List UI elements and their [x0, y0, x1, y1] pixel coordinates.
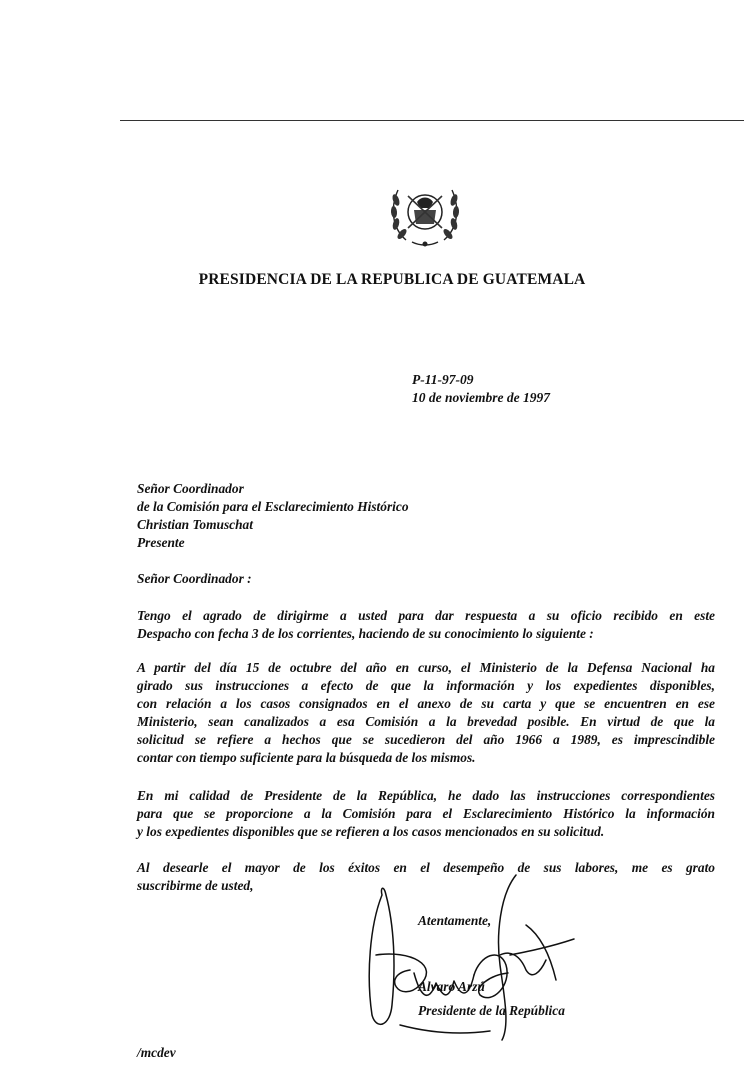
paragraph-1	[137, 607, 715, 643]
paragraph-line: Despacho con fecha 3 de los corrientes, haciendo de su conocimiento lo siguiente :	[137, 626, 594, 641]
closing-regards: Atentamente,	[418, 913, 492, 928]
recipient-line: de la Comisión para el Esclarecimiento Histórico	[137, 499, 409, 514]
reference-number: P-11-97-09	[412, 372, 474, 387]
paragraph-line: Ministerio, sean canalizados a esa Comisión a la brevedad posible. En virtud de que la	[137, 714, 715, 729]
paragraph-line: A partir del día 15 de octubre del año en curso, el Ministerio de la Defensa Nacional ha	[137, 660, 715, 675]
paragraph-line: Tengo el agrado de dirigirme a usted para dar respuesta a su oficio recibido en este	[137, 608, 715, 623]
paragraph-line: Al desearle el mayor de los éxitos en el desempeño de sus labores, me es grato	[137, 860, 715, 875]
recipient-line: Señor Coordinador	[137, 481, 244, 496]
paragraph-2	[137, 659, 715, 767]
typist-initials: /mcdev	[137, 1045, 176, 1060]
signatory-name: Alvaro Arzú	[418, 979, 485, 994]
closing-paragraph	[137, 859, 715, 895]
recipient-line: Presente	[137, 535, 185, 550]
paragraph-line: con relación a los casos consignados en el anexo de su carta y que se encuentren en ese	[137, 696, 715, 711]
signatory-title: Presidente de la República	[418, 1003, 565, 1018]
reference-block	[412, 371, 550, 407]
header-rule	[120, 120, 744, 121]
paragraph-line: solicitud se refiere a hechos que se sucedieron del año 1966 a 1989, es imprescindible	[137, 732, 715, 747]
paragraph-line: En mi calidad de Presidente de la República, he dado las instrucciones correspondientes	[137, 788, 715, 803]
paragraph-line: y los expedientes disponibles que se refieren a los casos mencionados en su solicitud.	[137, 824, 605, 839]
letterhead-title: PRESIDENCIA DE LA REPUBLICA DE GUATEMALA	[198, 271, 586, 288]
recipient-line: Christian Tomuschat	[137, 517, 253, 532]
salutation: Señor Coordinador :	[137, 571, 252, 586]
letter-date: 10 de noviembre de 1997	[412, 390, 550, 405]
paragraph-line: contar con tiempo suficiente para la búsqueda de los mismos.	[137, 750, 476, 765]
recipient-block	[137, 480, 715, 552]
paragraph-line: para que se proporcione a la Comisión para el Esclarecimiento Histórico la información	[137, 806, 715, 821]
coat-of-arms-emblem	[384, 170, 466, 252]
paragraph-line: suscribirme de usted,	[137, 878, 254, 893]
paragraph-line: girado sus instrucciones a efecto de que la información y los expedientes disponibles,	[137, 678, 715, 693]
paragraph-3	[137, 787, 715, 841]
